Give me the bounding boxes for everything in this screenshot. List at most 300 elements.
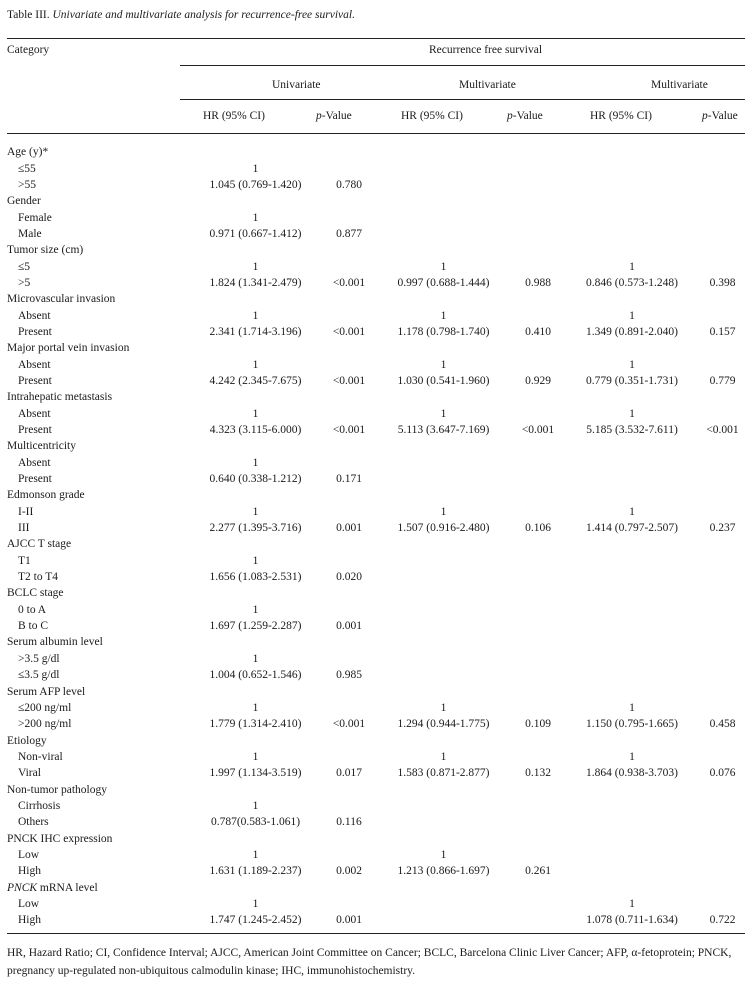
multivariate1-hr-cell: 1.294 (0.944-1.775) [397, 718, 490, 731]
univariate-hr-cell: 2.277 (1.395-3.716) [209, 522, 302, 535]
row-label: Low [18, 897, 40, 910]
multivariate2-p-cell: 0.722 [709, 914, 736, 927]
table-row [7, 275, 750, 291]
multivariate2-hr-cell [569, 814, 695, 830]
multivariate2-p-cell [695, 406, 750, 422]
univariate-p-cell [318, 389, 380, 405]
multivariate2-p-cell: 0.458 [709, 718, 736, 731]
row-label: Absent [18, 309, 51, 322]
multivariate1-hr-cell: 1 [440, 309, 447, 322]
univariate-hr-cell: 1 [252, 799, 259, 812]
multivariate2-hr-cell [569, 438, 695, 454]
table-row [7, 373, 750, 389]
univariate-p-cell [318, 536, 380, 552]
table-row [7, 356, 750, 372]
multivariate1-hr-cell [380, 618, 507, 634]
multivariate2-hr-cell [569, 291, 695, 307]
table-label: Table III. [7, 9, 50, 21]
multivariate1-hr-cell: 1 [440, 358, 447, 371]
multivariate1-hr-cell [380, 553, 507, 569]
row-label: Others [18, 816, 49, 829]
multivariate1-p-cell [507, 634, 569, 650]
multivariate1-hr-cell [380, 651, 507, 667]
row-label: Non-viral [18, 750, 63, 763]
multivariate1-p-cell: 0.988 [525, 276, 551, 289]
univariate-p-cell [318, 160, 380, 176]
univariate-hr-cell: 1 [252, 260, 259, 273]
multivariate2-p-cell: 0.237 [709, 522, 736, 535]
multivariate2-p-cell: <0.001 [706, 424, 739, 437]
multivariate2-p-cell [695, 781, 750, 797]
univariate-p-cell: 0.985 [336, 669, 362, 682]
multivariate1-p-cell [507, 732, 569, 748]
row-label: >200 ng/ml [18, 718, 72, 731]
univariate-p-cell [318, 307, 380, 323]
multivariate1-hr-cell [380, 732, 507, 748]
multivariate1-p-cell: 0.929 [525, 374, 551, 387]
univariate-p-cell [318, 209, 380, 225]
row-label: Present [18, 424, 52, 437]
multivariate2-hr-cell [569, 634, 695, 650]
table-row [7, 406, 750, 422]
row-label: 0 to A [18, 603, 47, 616]
row-label: >5 [18, 276, 31, 289]
category-label: Serum albumin level [7, 636, 103, 649]
multivariate2-p-cell [695, 389, 750, 405]
univariate-hr-cell: 1.697 (1.259-2.287) [209, 620, 302, 633]
multivariate2-p-cell [695, 683, 750, 699]
multivariate1-p-cell: 0.106 [525, 522, 551, 535]
row-label: ≤5 [18, 260, 31, 273]
multivariate2-p-cell [695, 618, 750, 634]
multivariate1-hr-cell [380, 340, 507, 356]
univariate-hr-cell: 1.779 (1.314-2.410) [209, 718, 302, 731]
multivariate1-p-cell [507, 406, 569, 422]
multivariate1-p-cell [507, 700, 569, 716]
row-label: Present [18, 473, 52, 486]
univariate-p-cell [318, 356, 380, 372]
row-label: T2 to T4 [18, 571, 59, 584]
univariate-p-cell [318, 242, 380, 258]
multivariate2-hr-cell: 1 [629, 701, 635, 714]
multivariate2-hr-cell: 0.779 (0.351-1.731) [586, 374, 678, 387]
category-label: Multicentricity [7, 440, 76, 453]
multivariate1-p-cell: <0.001 [521, 424, 555, 437]
univariate-hr-cell: 1 [252, 456, 259, 469]
multivariate2-p-cell [695, 569, 750, 585]
univariate-hr-cell: 1 [252, 358, 259, 371]
table-row [7, 209, 750, 225]
univariate-p-cell: <0.001 [332, 374, 366, 387]
multivariate2-hr-cell [569, 798, 695, 814]
table-row [7, 160, 750, 176]
multivariate1-hr-cell: 1 [440, 407, 447, 420]
univariate-p-cell [318, 291, 380, 307]
univariate-p-cell [318, 504, 380, 520]
category-label: AJCC T stage [7, 538, 72, 551]
univariate-p-cell: 0.171 [336, 473, 362, 486]
multivariate2-p-cell [695, 634, 750, 650]
univariate-hr-cell [193, 781, 318, 797]
multivariate1-hr-cell [380, 798, 507, 814]
row-label: III [18, 522, 30, 535]
multivariate2-hr-cell [569, 569, 695, 585]
multivariate2-p-cell [695, 242, 750, 258]
multivariate1-p-cell [507, 912, 569, 928]
category-label: Serum AFP level [7, 685, 86, 698]
multivariate1-p-cell [507, 340, 569, 356]
multivariate1-hr-cell: 1 [440, 260, 447, 273]
multivariate1-hr-cell [380, 602, 507, 618]
univariate-hr-cell: 1 [252, 701, 259, 714]
univariate-p-cell: 0.017 [336, 767, 362, 780]
multivariate2-hr-cell: 1.150 (0.795-1.665) [586, 718, 678, 731]
multivariate1-hr-cell: 0.997 (0.688-1.444) [397, 276, 490, 289]
univariate-p-cell [318, 634, 380, 650]
category-row [7, 879, 750, 895]
multivariate2-hr-cell: 1.078 (0.711-1.634) [586, 914, 678, 927]
multivariate2-p-cell: 0.779 [709, 374, 736, 387]
category-row [7, 634, 750, 650]
category-header: Category [7, 44, 50, 56]
multivariate1-hr-cell [380, 830, 507, 846]
univariate-hr-cell [193, 144, 318, 160]
multivariate1-p-cell [507, 602, 569, 618]
category-label: Major portal vein invasion [7, 342, 130, 355]
multivariate2-hr-cell [569, 651, 695, 667]
table-row [7, 569, 750, 585]
table-row [7, 700, 750, 716]
multivariate1-p-cell [507, 258, 569, 274]
row-label: ≤55 [18, 162, 36, 175]
multivariate2-p-cell: 0.157 [709, 325, 736, 338]
category-label-rest: mRNA level [37, 881, 98, 894]
table-row [7, 912, 750, 928]
category-label [7, 879, 193, 895]
multivariate2-hr-cell [569, 618, 695, 634]
pvalue-header-2: p-Value [507, 110, 543, 122]
univariate-hr-cell: 1 [252, 407, 259, 420]
multivariate2-hr-cell [569, 863, 695, 879]
multivariate1-p-cell [507, 536, 569, 552]
univariate-hr-cell [193, 683, 318, 699]
multivariate2-hr-cell [569, 242, 695, 258]
category-label: PNCK IHC expression [7, 832, 113, 845]
multivariate1-p-cell [507, 160, 569, 176]
multivariate2-hr-cell [569, 209, 695, 225]
multivariate1-hr-cell [380, 536, 507, 552]
multivariate2-p-cell: 0.398 [709, 276, 736, 289]
multivariate1-hr-cell [380, 455, 507, 471]
multivariate2-hr-cell [569, 683, 695, 699]
category-row [7, 585, 750, 601]
univariate-hr-cell [193, 634, 318, 650]
multivariate1-hr-cell [380, 177, 507, 193]
univariate-p-cell [318, 847, 380, 863]
multivariate1-p-cell [507, 291, 569, 307]
multivariate1-p-cell [507, 683, 569, 699]
table-row [7, 324, 750, 340]
category-label: Age (y)* [7, 146, 49, 159]
multivariate-header-2: Multivariate [651, 79, 708, 91]
multivariate1-p-cell [507, 667, 569, 683]
multivariate1-p-cell [507, 504, 569, 520]
row-label: High [18, 914, 41, 927]
multivariate2-hr-cell [569, 471, 695, 487]
multivariate2-p-cell [695, 602, 750, 618]
row-label: Cirrhosis [18, 799, 61, 812]
pvalue-header-3: p-Value [702, 110, 738, 122]
multivariate2-p-cell [695, 455, 750, 471]
category-row [7, 487, 750, 503]
row-label: Present [18, 374, 52, 387]
subgroup-rule [180, 99, 745, 100]
category-row [7, 732, 750, 748]
univariate-p-cell [318, 732, 380, 748]
multivariate1-hr-cell [380, 879, 507, 895]
table-row [7, 814, 750, 830]
group-header: Recurrence free survival [429, 44, 543, 56]
multivariate2-hr-cell [569, 226, 695, 242]
multivariate1-p-cell [507, 553, 569, 569]
multivariate2-hr-cell: 1 [629, 358, 635, 371]
hr-header-2: HR (95% CI) [401, 110, 463, 122]
multivariate2-p-cell [695, 749, 750, 765]
table-row [7, 749, 750, 765]
univariate-p-cell [318, 651, 380, 667]
multivariate2-p-cell [695, 667, 750, 683]
multivariate1-hr-cell: 1 [440, 505, 447, 518]
univariate-hr-cell [193, 830, 318, 846]
multivariate1-p-cell [507, 389, 569, 405]
univariate-p-cell [318, 585, 380, 601]
category-row [7, 830, 750, 846]
multivariate2-p-cell [695, 553, 750, 569]
category-row [7, 389, 750, 405]
univariate-hr-cell: 1.045 (0.769-1.420) [209, 178, 302, 191]
univariate-hr-cell [193, 585, 318, 601]
multivariate2-hr-cell: 1 [629, 750, 635, 763]
multivariate1-hr-cell: 1.507 (0.916-2.480) [397, 522, 490, 535]
multivariate2-p-cell [695, 830, 750, 846]
multivariate1-p-cell: 0.261 [525, 865, 551, 878]
multivariate1-hr-cell [380, 667, 507, 683]
multivariate2-hr-cell [569, 160, 695, 176]
multivariate1-hr-cell: 1.213 (0.866-1.697) [397, 865, 490, 878]
multivariate2-p-cell [695, 144, 750, 160]
category-label: Edmonson grade [7, 489, 85, 502]
multivariate2-hr-cell [569, 879, 695, 895]
multivariate1-hr-cell: 1.583 (0.871-2.877) [397, 767, 490, 780]
category-label: Intrahepatic metastasis [7, 391, 113, 404]
row-label: Viral [18, 767, 41, 780]
table-row [7, 896, 750, 912]
row-label: ≤3.5 g/dl [18, 669, 60, 682]
multivariate1-p-cell [507, 618, 569, 634]
row-label: Absent [18, 456, 51, 469]
table-row [7, 455, 750, 471]
multivariate1-p-cell [507, 847, 569, 863]
univariate-p-cell [318, 406, 380, 422]
row-label: >3.5 g/dl [18, 652, 60, 665]
multivariate2-p-cell [695, 847, 750, 863]
univariate-hr-cell: 4.242 (2.345-7.675) [209, 374, 302, 387]
table-row [7, 553, 750, 569]
multivariate2-p-cell [695, 896, 750, 912]
multivariate1-p-cell [507, 438, 569, 454]
multivariate2-p-cell [695, 700, 750, 716]
category-row [7, 193, 750, 209]
table-row [7, 667, 750, 683]
table-row [7, 651, 750, 667]
univariate-hr-cell: 1 [252, 750, 259, 763]
category-label: Tumor size (cm) [7, 244, 84, 257]
category-row [7, 683, 750, 699]
multivariate2-hr-cell [569, 732, 695, 748]
multivariate2-hr-cell [569, 830, 695, 846]
multivariate1-hr-cell [380, 569, 507, 585]
univariate-p-cell: 0.001 [336, 620, 362, 633]
univariate-p-cell [318, 193, 380, 209]
multivariate2-hr-cell: 5.185 (3.532-7.611) [586, 424, 678, 437]
table-caption [7, 9, 355, 21]
multivariate1-p-cell [507, 781, 569, 797]
table-row [7, 177, 750, 193]
multivariate1-p-cell [507, 471, 569, 487]
table-row [7, 602, 750, 618]
multivariate1-p-cell [507, 798, 569, 814]
multivariate2-hr-cell [569, 667, 695, 683]
category-label: Etiology [7, 734, 47, 747]
multivariate1-p-cell: 0.410 [525, 325, 551, 338]
multivariate2-p-cell: 0.076 [709, 767, 736, 780]
row-label: ≤200 ng/ml [18, 701, 72, 714]
multivariate2-hr-cell: 1 [629, 407, 635, 420]
multivariate1-p-cell: 0.132 [525, 767, 551, 780]
multivariate1-hr-cell: 1 [440, 750, 447, 763]
multivariate2-p-cell [695, 226, 750, 242]
multivariate1-p-cell [507, 879, 569, 895]
multivariate1-hr-cell [380, 160, 507, 176]
table-row [7, 258, 750, 274]
univariate-p-cell [318, 602, 380, 618]
row-label: Absent [18, 358, 51, 371]
multivariate2-hr-cell: 1 [629, 897, 635, 910]
univariate-p-cell [318, 781, 380, 797]
multivariate2-hr-cell [569, 144, 695, 160]
multivariate1-p-cell [507, 209, 569, 225]
table-row [7, 847, 750, 863]
multivariate2-p-cell [695, 193, 750, 209]
table-row [7, 471, 750, 487]
multivariate2-p-cell [695, 307, 750, 323]
multivariate2-p-cell [695, 356, 750, 372]
table-row [7, 618, 750, 634]
multivariate1-p-cell [507, 749, 569, 765]
multivariate2-p-cell [695, 585, 750, 601]
multivariate2-hr-cell: 1 [629, 505, 635, 518]
multivariate1-p-cell [507, 814, 569, 830]
multivariate2-hr-cell [569, 340, 695, 356]
multivariate2-p-cell [695, 504, 750, 520]
univariate-p-cell: <0.001 [332, 424, 366, 437]
multivariate2-p-cell [695, 160, 750, 176]
multivariate1-hr-cell: 1 [440, 701, 447, 714]
univariate-hr-cell: 1.747 (1.245-2.452) [209, 914, 302, 927]
category-row [7, 340, 750, 356]
univariate-hr-cell: 0.640 (0.338-1.212) [209, 473, 302, 486]
category-row [7, 291, 750, 307]
hr-header-1: HR (95% CI) [203, 110, 265, 122]
univariate-p-cell [318, 683, 380, 699]
univariate-p-cell [318, 700, 380, 716]
univariate-p-cell: 0.116 [336, 816, 362, 829]
row-label: Low [18, 848, 40, 861]
univariate-p-cell [318, 553, 380, 569]
multivariate1-p-cell [507, 307, 569, 323]
multivariate2-p-cell [695, 879, 750, 895]
header-rule [7, 133, 745, 134]
univariate-p-cell [318, 144, 380, 160]
table-title: Univariate and multivariate analysis for recurrence-free survival. [52, 9, 355, 21]
univariate-p-cell: <0.001 [332, 276, 366, 289]
multivariate2-hr-cell: 1.414 (0.797-2.507) [586, 522, 678, 535]
multivariate1-p-cell [507, 193, 569, 209]
multivariate1-hr-cell: 1 [440, 848, 447, 861]
univariate-p-cell [318, 749, 380, 765]
univariate-hr-cell [193, 340, 318, 356]
multivariate1-p-cell [507, 651, 569, 667]
univariate-hr-cell: 1.824 (1.341-2.479) [209, 276, 302, 289]
multivariate2-p-cell [695, 732, 750, 748]
category-row [7, 536, 750, 552]
univariate-p-cell [318, 455, 380, 471]
multivariate1-p-cell [507, 896, 569, 912]
multivariate1-hr-cell: 5.113 (3.647-7.169) [397, 424, 490, 437]
table-row [7, 863, 750, 879]
multivariate1-p-cell [507, 487, 569, 503]
univariate-hr-cell: 1 [252, 162, 259, 175]
univariate-hr-cell: 0.787(0.583-1.061) [210, 816, 301, 829]
multivariate1-p-cell: 0.109 [525, 718, 551, 731]
multivariate2-hr-cell [569, 536, 695, 552]
multivariate1-p-cell [507, 144, 569, 160]
univariate-p-cell [318, 258, 380, 274]
univariate-hr-cell: 0.971 (0.667-1.412) [209, 227, 302, 240]
multivariate2-p-cell [695, 438, 750, 454]
results-table [7, 144, 750, 929]
univariate-hr-cell: 1.997 (1.134-3.519) [209, 767, 302, 780]
table-row [7, 765, 750, 781]
multivariate1-hr-cell [380, 634, 507, 650]
univariate-p-cell: 0.780 [336, 178, 362, 191]
multivariate2-hr-cell [569, 487, 695, 503]
univariate-hr-cell [193, 242, 318, 258]
multivariate1-hr-cell [380, 242, 507, 258]
table-row [7, 798, 750, 814]
row-label: Absent [18, 407, 51, 420]
pvalue-header-1: p-Value [316, 110, 352, 122]
category-label: BCLC stage [7, 587, 64, 600]
multivariate2-hr-cell [569, 847, 695, 863]
univariate-hr-cell [193, 879, 318, 895]
bottom-rule [7, 933, 745, 934]
multivariate2-p-cell [695, 291, 750, 307]
multivariate1-p-cell [507, 242, 569, 258]
multivariate2-hr-cell: 1.864 (0.938-3.703) [586, 767, 678, 780]
multivariate2-hr-cell: 0.846 (0.573-1.248) [586, 276, 678, 289]
multivariate1-hr-cell [380, 683, 507, 699]
